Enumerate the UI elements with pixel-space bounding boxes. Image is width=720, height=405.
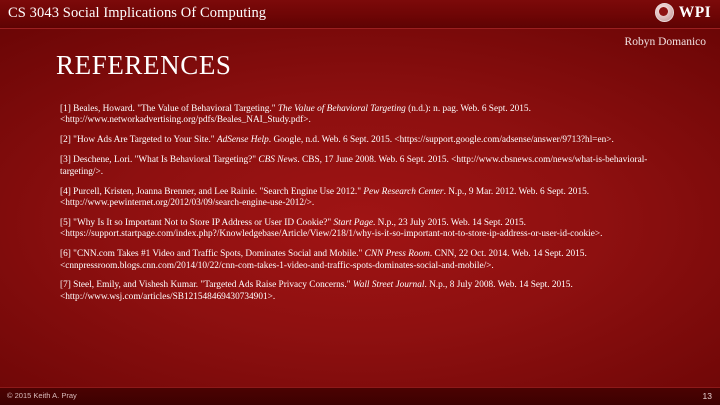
reference-source-title: Pew Research Center [363, 186, 444, 197]
reference-text: . Google, n.d. Web. 6 Sept. 2015. <https://support.google.com/adsense/answer/9713?hl=en>. [268, 135, 614, 146]
reference-text: [3] Deschene, Lori. "What Is Behavioral Targeting?" [60, 155, 259, 166]
reference-source-title: Start Page [333, 217, 373, 228]
wpi-seal-icon [655, 3, 674, 22]
reference-entry [60, 135, 660, 146]
course-title: CS 3043 Social Implications Of Computing [8, 5, 267, 21]
reference-entry [60, 249, 660, 272]
slide-header-bar [0, 0, 720, 29]
reference-text: [1] Beales, Howard. "The Value of Behavioral Targeting." [60, 104, 278, 114]
reference-text: [6] "CNN.com Takes #1 Video and Traffic Spots, Dominates Social and Mobile." [60, 249, 365, 260]
page-number: 13 [702, 391, 712, 401]
reference-text: . N.p., 8 July 2008. Web. 14 Sept. 2015. <http://www.wsj.com/articles/SB121548469430734901>. [60, 280, 573, 302]
reference-source-title: Wall Street Journal [352, 280, 425, 291]
reference-entry [60, 280, 660, 303]
reference-text: (n.d.): n. pag. Web. 6 Sept. 2015. <http://www.networkadvertising.org/pdfs/Beales_NAI_Study.pdf>. [60, 104, 531, 126]
wpi-logo [655, 3, 711, 22]
page-title: REFERENCES [56, 50, 232, 80]
reference-text: [2] "How Ads Are Targeted to Your Site." [60, 135, 217, 146]
reference-source-title: AdSense Help [216, 135, 269, 146]
reference-text: [4] Purcell, Kristen, Joanna Brenner, and Lee Rainie. "Search Engine Use 2012." [60, 186, 364, 197]
reference-entry [60, 104, 660, 127]
reference-source-title: CBS News [258, 155, 298, 166]
reference-text: [5] "Why Is It so Important Not to Store IP Address or User ID Cookie?" [60, 217, 334, 228]
reference-entry [60, 155, 660, 178]
author-name: Robyn Domanico [624, 36, 706, 48]
references-list [60, 104, 660, 312]
reference-source-title: The Value of Behavioral Targeting [277, 104, 406, 114]
slide-footer-bar [0, 387, 720, 405]
reference-entry [60, 187, 660, 210]
reference-text: . N.p., 23 July 2015. Web. 14 Sept. 2015. <https://support.startpage.com/index.php?/Knowledgebase/Article/View/218/1/why-is-it-so-important-not-to-store-ip-address-or-user-id-cookie>. [60, 217, 603, 240]
reference-text: . N.p., 9 Mar. 2012. Web. 6 Sept. 2015. <http://www.pewinternet.org/2012/03/09/search-engine-use-2012/>. [60, 186, 590, 208]
reference-source-title: CNN Press Room [364, 249, 430, 260]
copyright-notice: © 2015 Keith A. Pray [7, 391, 77, 400]
wpi-logo-text: WPI [678, 3, 711, 21]
reference-entry [60, 218, 660, 241]
reference-text: . CNN, 22 Oct. 2014. Web. 14 Sept. 2015. <cnnpressroom.blogs.cnn.com/2014/10/22/cnn-com-takes-1-video-and-traffic-spots-dominates-social-and-mobile/>. [60, 249, 587, 271]
reference-text: [7] Steel, Emily, and Vishesh Kumar. "Targeted Ads Raise Privacy Concerns." [60, 280, 353, 291]
reference-text: . CBS, 17 June 2008. Web. 6 Sept. 2015. <http://www.cbsnews.com/news/what-is-behavioral-targeting/>. [60, 155, 648, 177]
